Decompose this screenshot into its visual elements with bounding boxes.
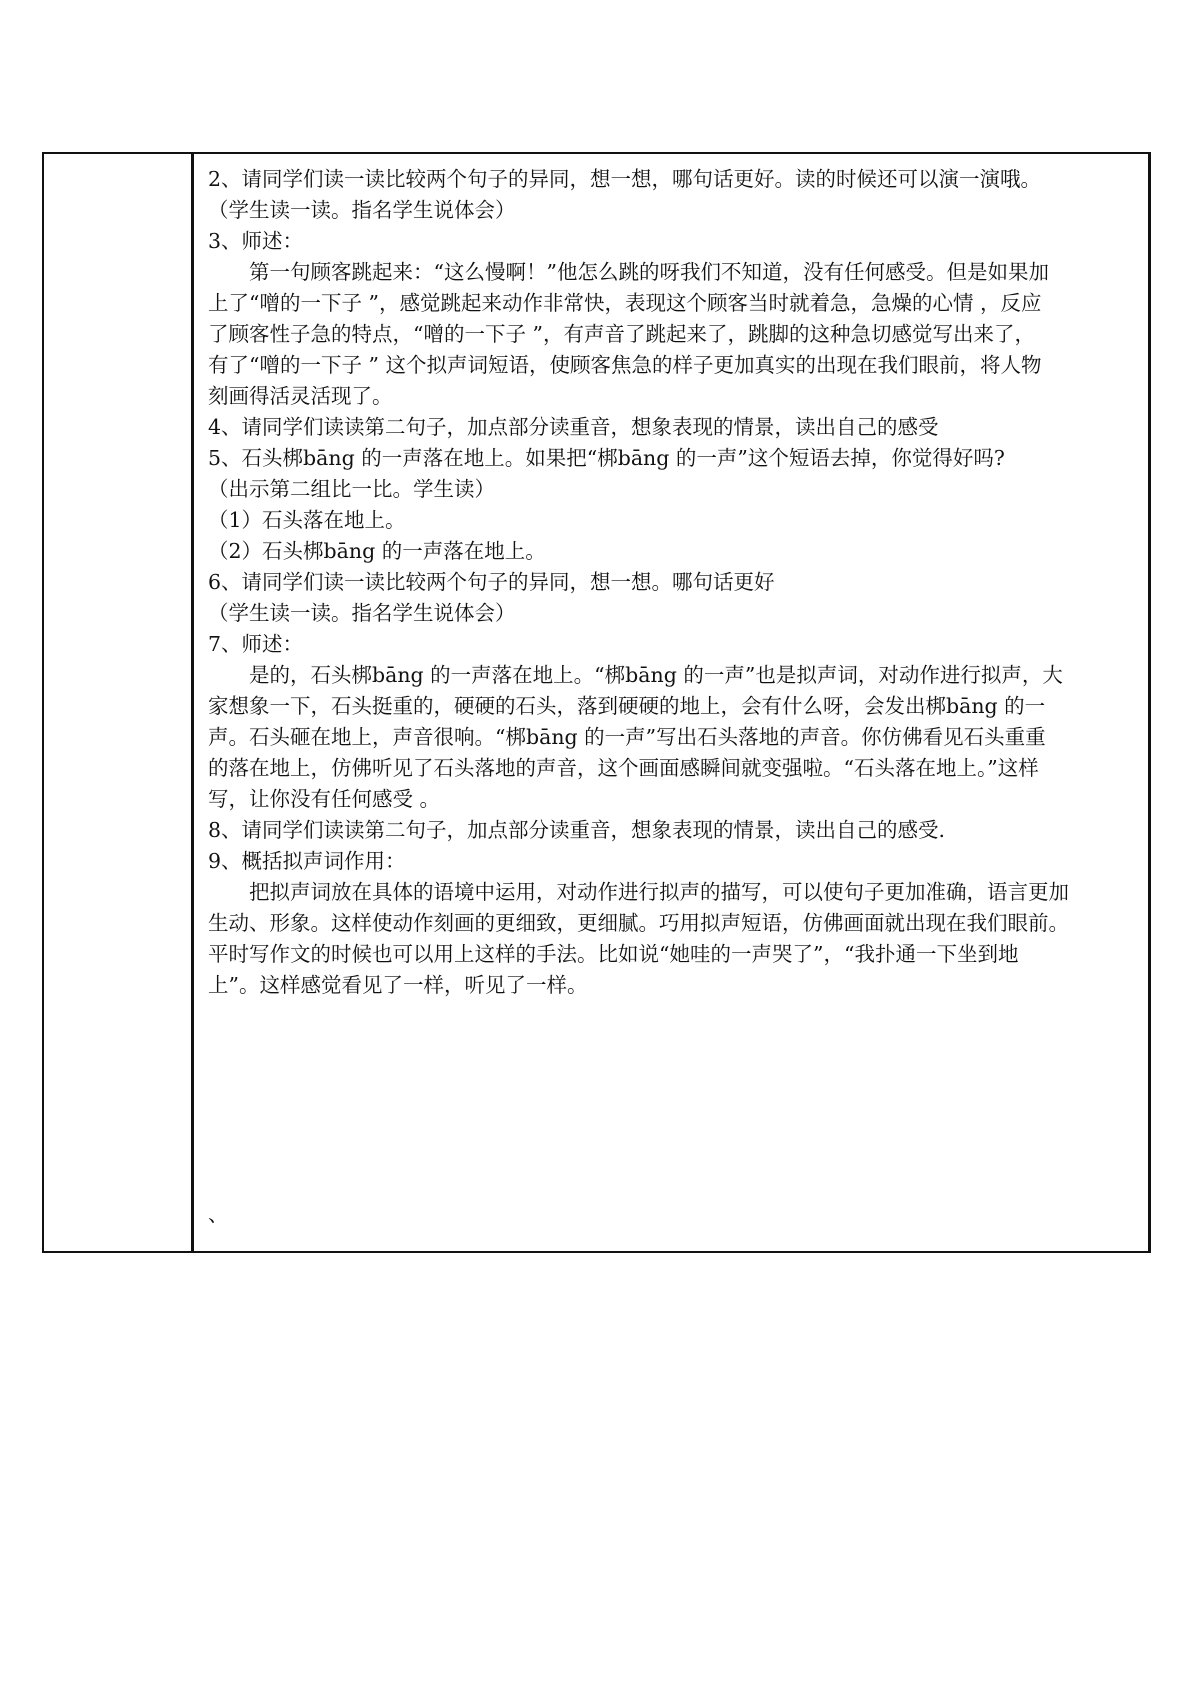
trailing-mark: 、 — [208, 1202, 228, 1226]
text-line: 的落在地上，仿佛听见了石头落地的声音，这个画面感瞬间就变强啦。“石头落在地上。”这样 — [208, 756, 1039, 780]
text-line: 上”。这样感觉看见了一样，听见了一样。 — [208, 973, 588, 997]
text-line: 声。石头砸在地上，声音很响。“梆bāng 的一声”写出石头落地的声音。你仿佛看见石头重重 — [208, 725, 1046, 749]
text-line: （1）石头落在地上。 — [208, 508, 406, 532]
text-line: （学生读一读。指名学生说体会） — [208, 601, 516, 625]
text-line: 刻画得活灵活现了。 — [208, 384, 393, 408]
text-line: 把拟声词放在具体的语境中运用，对动作进行拟声的描写，可以使句子更加准确，语言更加 — [249, 880, 1069, 904]
text-line: 4、请同学们读读第二句子，加点部分读重音，想象表现的情景，读出自己的感受 — [208, 415, 939, 439]
text-line: 写，让你没有任何感受 。 — [208, 787, 441, 811]
left-column — [44, 154, 194, 1251]
text-line: 6、请同学们读一读比较两个句子的异同，想一想。哪句话更好 — [208, 570, 775, 594]
text-line: 7、师述： — [208, 632, 304, 656]
text-line: 平时写作文的时候也可以用上这样的手法。比如说“她哇的一声哭了”，“我扑通一下坐到地 — [208, 942, 1019, 966]
text-line: 家想象一下，石头挺重的，硬硬的石头，落到硬硬的地上，会有什么呀，会发出梆bāng 的一 — [208, 694, 1046, 718]
text-line: 了顾客性子急的特点，“噌的一下子 ”，有声音了跳起来了，跳脚的这种急切感觉写出来了， — [208, 322, 1035, 346]
text-line: 9、概括拟声词作用： — [208, 849, 406, 873]
content-lines — [208, 164, 1138, 1001]
lesson-table — [42, 152, 1151, 1253]
text-line: 生动、形象。这样使动作刻画的更细致，更细腻。巧用拟声短语，仿佛画面就出现在我们眼前。 — [208, 911, 1069, 935]
text-line: （2）石头梆bāng 的一声落在地上。 — [208, 539, 546, 563]
content-column — [197, 154, 1148, 1251]
text-line: 有了“噌的一下子 ” 这个拟声词短语，使顾客焦急的样子更加真实的出现在我们眼前，将人物 — [208, 353, 1042, 377]
text-line: 2、请同学们读一读比较两个句子的异同，想一想，哪句话更好。读的时候还可以演一演哦。 — [208, 167, 1042, 191]
text-line: （学生读一读。指名学生说体会） — [208, 198, 516, 222]
text-line: 是的，石头梆bāng 的一声落在地上。“梆bāng 的一声”也是拟声词，对动作进行拟声，大 — [249, 663, 1063, 687]
text-line: （出示第二组比一比。学生读） — [208, 477, 495, 501]
text-line: 3、师述： — [208, 229, 304, 253]
text-line: 5、石头梆bāng 的一声落在地上。如果把“梆bāng 的一声”这个短语去掉，你觉得好吗? — [208, 446, 1005, 470]
text-line: 8、请同学们读读第二句子，加点部分读重音，想象表现的情景，读出自己的感受. — [208, 818, 946, 842]
text-line: 第一句顾客跳起来：“这么慢啊！”他怎么跳的呀我们不知道，没有任何感受。但是如果加 — [249, 260, 1049, 284]
text-line: 上了“噌的一下子 ”，感觉跳起来动作非常快，表现这个顾客当时就着急，急燥的心情 ，反应 — [208, 291, 1042, 315]
